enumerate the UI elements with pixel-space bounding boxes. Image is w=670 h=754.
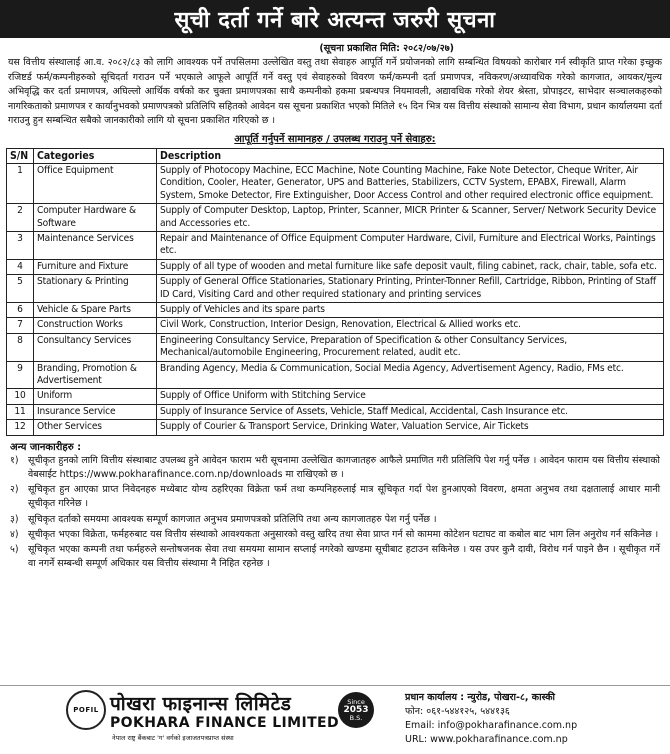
company-name-english: POKHARA FINANCE LIMITED bbox=[110, 715, 340, 731]
row-description: Supply of General Office Stationaries, Stationary Printing, Printer-Tonner Refill, Cartridge, Ribbon, Printing of Staff ID Card, Visiting Card and other required stationary and printing services bbox=[157, 275, 664, 303]
row-description: Supply of Computer Desktop, Laptop, Printer, Scanner, MICR Printer & Scanner, Server/ Network Security Device and Accessories etc. bbox=[157, 204, 664, 232]
row-description: Supply of Insurance Service of Assets, Vehicle, Staff Medical, Accidental, Cash Insurance etc. bbox=[157, 404, 664, 419]
company-tagline: नेपाल राष्ट्र बैंकबाट 'ग' वर्गको इजाजतपत्रप्राप्त संस्था bbox=[112, 734, 234, 742]
row-category: Furniture and Fixture bbox=[34, 259, 157, 274]
row-description: Supply of all type of wooden and metal furniture like safe deposit vault, filing cabinet, rack, chair, table, sofa etc. bbox=[157, 259, 664, 274]
row-sn: 5 bbox=[7, 275, 34, 303]
table-row bbox=[7, 404, 664, 419]
header-description: Description bbox=[157, 148, 664, 163]
table-header-row bbox=[7, 148, 664, 163]
table-row bbox=[7, 361, 664, 389]
categories-table bbox=[6, 148, 664, 436]
table-row bbox=[7, 303, 664, 318]
row-category: Uniform bbox=[34, 389, 157, 404]
table-row bbox=[7, 318, 664, 333]
row-sn: 11 bbox=[7, 404, 34, 419]
row-sn: 3 bbox=[7, 232, 34, 260]
header-sn: S/N bbox=[7, 148, 34, 163]
note-number: ३) bbox=[10, 513, 19, 525]
head-office: प्रधान कार्यालय : न्युरोड, पोखरा-८, कास्की bbox=[405, 692, 556, 703]
since-year: 2053 bbox=[343, 705, 369, 715]
since-suffix: B.S. bbox=[349, 714, 363, 722]
row-category: Maintenance Services bbox=[34, 232, 157, 260]
table-row bbox=[7, 420, 664, 435]
row-sn: 6 bbox=[7, 303, 34, 318]
logo-text: POFIL bbox=[73, 706, 99, 714]
table-row bbox=[7, 259, 664, 274]
phone: फोन: ०६१-५४४१२५, ५४४१३६ bbox=[405, 706, 510, 717]
row-description: Supply of Courier & Transport Service, Drinking Water, Valuation Service, Air Tickets bbox=[157, 420, 664, 435]
contact-block bbox=[405, 691, 577, 747]
row-sn: 4 bbox=[7, 259, 34, 274]
row-category: Vehicle & Spare Parts bbox=[34, 303, 157, 318]
row-description: Branding Agency, Media & Communication, Social Media Agency, Advertisement Agency, Radio, FMs etc. bbox=[157, 361, 664, 389]
intro-paragraph: यस वित्तीय संस्थालाई आ.व. २०८२/८३ को लागि आवश्यक पर्ने तपसिलमा उल्लेखित वस्तु तथा सेवाहरु आपूर्ति गर्ने प्रयोजनको लागि सम्बन्धित विषयको कारोबार गर्न स्वीकृति प्राप्त गरेका इच्छुक रजिष्टर्ड फर्म/कम्पनीहरुको सूचिदर्ता गराउन पर्ने भएकाले आफूले आपूर्ति गर्ने वस्तु एवं सेवाहरुको विवरण फर्म/कम्पनी दर्ता प्रमाणपत्र, नविकरण/अध्यावधिक गरेको कागजात, आयकर/मुल्य अभिवृद्धि कर दर्ता प्रमाणपत्र, अघिल्लो आर्थिक वर्षको कर चुक्ता प्रमाणपत्रका साथै कम्पनीको हकमा प्रबन्धपत्र नियमावली, अद्यावधिक गरेको शेयर श्रेस्ता, प्रोपाइटर, साभेदार सञ्चालकहरुको नागरिकताको प्रमाणपत्र र कार्यानुभवको प्रमाणपत्रको प्रतिलिपि सहितको आवेदन यस सूचना प्रकाशित भएको मितिले १५ दिन भित्र यस वित्तीय संस्थाको सामान्य सेवा विभाग, प्रधान कार्यालयमा दर्ता गराउनु हुन सम्बन्धित सबैको जानकारीको लागि यो सूचना प्रकाशित गरिएको छ । bbox=[8, 57, 662, 127]
company-name-nepali: पोखरा फाइनान्स लिमिटेड bbox=[110, 693, 292, 715]
email: Email: info@pokharafinance.com.np bbox=[405, 720, 578, 731]
note-text: सूचीकृत हुनको लागि वित्तीय संस्थाबाट उपलब्ध हुने आवेदन फाराम भरी सूचनामा उल्लेखित कागजातहरु आफैले प्रमाणित गरी प्रतिलिपि पेश गर्नु पर्नेछ । आवेदन फाराम यस वित्तीय संस्थाको वेबसाईट https://www.pokharafinance.com.np/downloads मा राखिएको छ । bbox=[28, 454, 660, 480]
row-sn: 7 bbox=[7, 318, 34, 333]
table-row bbox=[7, 389, 664, 404]
list-item bbox=[10, 454, 660, 482]
row-sn: 8 bbox=[7, 333, 34, 361]
note-text: सूचिकृत दर्ताको समयमा आवश्यक सम्पूर्ण कागजात अनुभव प्रमाणपत्रको प्रतिलिपि तथा अन्य कागजातहरु पेश गर्नु पर्नेछ । bbox=[28, 513, 437, 525]
row-sn: 10 bbox=[7, 389, 34, 404]
list-item bbox=[10, 543, 660, 571]
header-categories: Categories bbox=[34, 148, 157, 163]
note-text: सूचीकृत भएका विक्रेता, फर्महरुबाट यस वित्तीय संस्थाको आवश्यकता अनुसारको वस्तु खरिद तथा सेवा प्राप्त गर्न सो काममा कोटेशन घटाघट वा कबोल बाट भाग लिन अनुरोध गर्न सकिनेछ । bbox=[28, 528, 659, 540]
notice-title: सूची दर्ता गर्ने बारे अत्यन्त जरुरी सूचना bbox=[0, 0, 670, 38]
row-category: Other Services bbox=[34, 420, 157, 435]
note-number: ५) bbox=[10, 543, 19, 555]
note-text: सूचिकृत हुन आएका प्राप्त निवेदनहरु मध्येबाट योग्य ठहरिएका विक्रेता फर्म तथा कम्पनिहरुलाई मात्र सूचिकृत गर्दा पेश हुनआएको विवरण, क्षमता अनुभव तथा दक्षतालाई आधार मानी सूचीकृत गरिनेछ । bbox=[28, 484, 660, 510]
row-description: Engineering Consultancy Service, Preparation of Specification & other Consultancy Services, Mechanical/automobile Engineering, Procurement related, audit etc. bbox=[157, 333, 664, 361]
list-item bbox=[10, 483, 660, 511]
other-info-heading: अन्य जानकारीहरु : bbox=[10, 441, 82, 453]
table-row bbox=[7, 163, 664, 203]
row-category: Insurance Service bbox=[34, 404, 157, 419]
company-logo bbox=[66, 690, 106, 730]
since-badge bbox=[338, 692, 374, 728]
website-url: URL: www.pokharafinance.com.np bbox=[405, 734, 568, 745]
table-row bbox=[7, 333, 664, 361]
row-category: Consultancy Services bbox=[34, 333, 157, 361]
row-description: Supply of Vehicles and its spare parts bbox=[157, 303, 664, 318]
table-row bbox=[7, 232, 664, 260]
row-description: Civil Work, Construction, Interior Design, Renovation, Electrical & Allied works etc. bbox=[157, 318, 664, 333]
since-label: Since bbox=[347, 698, 365, 706]
row-category: Office Equipment bbox=[34, 163, 157, 203]
footer bbox=[0, 685, 670, 754]
list-item bbox=[10, 528, 660, 542]
publish-date: (सूचना प्रकाशित मिति: २०८२/०७/२७) bbox=[319, 43, 454, 54]
row-sn: 2 bbox=[7, 204, 34, 232]
services-heading: आपूर्ति गर्नुपर्ने सामानहरु / उपलब्ध गराउनु पर्ने सेवाहरु: bbox=[234, 133, 436, 145]
row-category: Computer Hardware & Software bbox=[34, 204, 157, 232]
note-number: १) bbox=[10, 454, 19, 466]
notes-list bbox=[10, 454, 660, 572]
row-sn: 12 bbox=[7, 420, 34, 435]
table-row bbox=[7, 204, 664, 232]
row-description: Supply of Office Uniform with Stitching Service bbox=[157, 389, 664, 404]
row-description: Repair and Maintenance of Office Equipment Computer Hardware, Civil, Furniture and Electrical Works, Paintings etc. bbox=[157, 232, 664, 260]
note-number: ४) bbox=[10, 528, 19, 540]
row-description: Supply of Photocopy Machine, ECC Machine, Note Counting Machine, Fake Note Detector, Cheque Writer, Air Condition, Cooler, Heater, Generator, UPS and Batteries, Stabilizers, CCTV System, EPABX, Firewall, Alarm System, Smoke Detector, Fire Extinguisher, Door Access Control and other required electronic office equipment. bbox=[157, 163, 664, 203]
row-sn: 9 bbox=[7, 361, 34, 389]
note-number: २) bbox=[10, 484, 19, 496]
row-category: Stationary & Printing bbox=[34, 275, 157, 303]
row-sn: 1 bbox=[7, 163, 34, 203]
list-item bbox=[10, 513, 660, 527]
note-text: सूचिकृत भएका कम्पनी तथा फर्महरुले सन्तोषजनक सेवा तथा समयमा सामान सप्लाई नगरेको खण्डमा सूचीबाट हटाउन सकिनेछ । यस उपर कुनै दावी, विरोध गर्न पाइने छैन । सूचीकृत गर्ने वा नगर्ने सम्बन्धी सम्पूर्ण अधिकार यस वित्तीय संस्थामा नै निहित रहनेछ । bbox=[28, 543, 660, 570]
row-category: Branding, Promotion & Advertisement bbox=[34, 361, 157, 389]
table-row bbox=[7, 275, 664, 303]
row-category: Construction Works bbox=[34, 318, 157, 333]
